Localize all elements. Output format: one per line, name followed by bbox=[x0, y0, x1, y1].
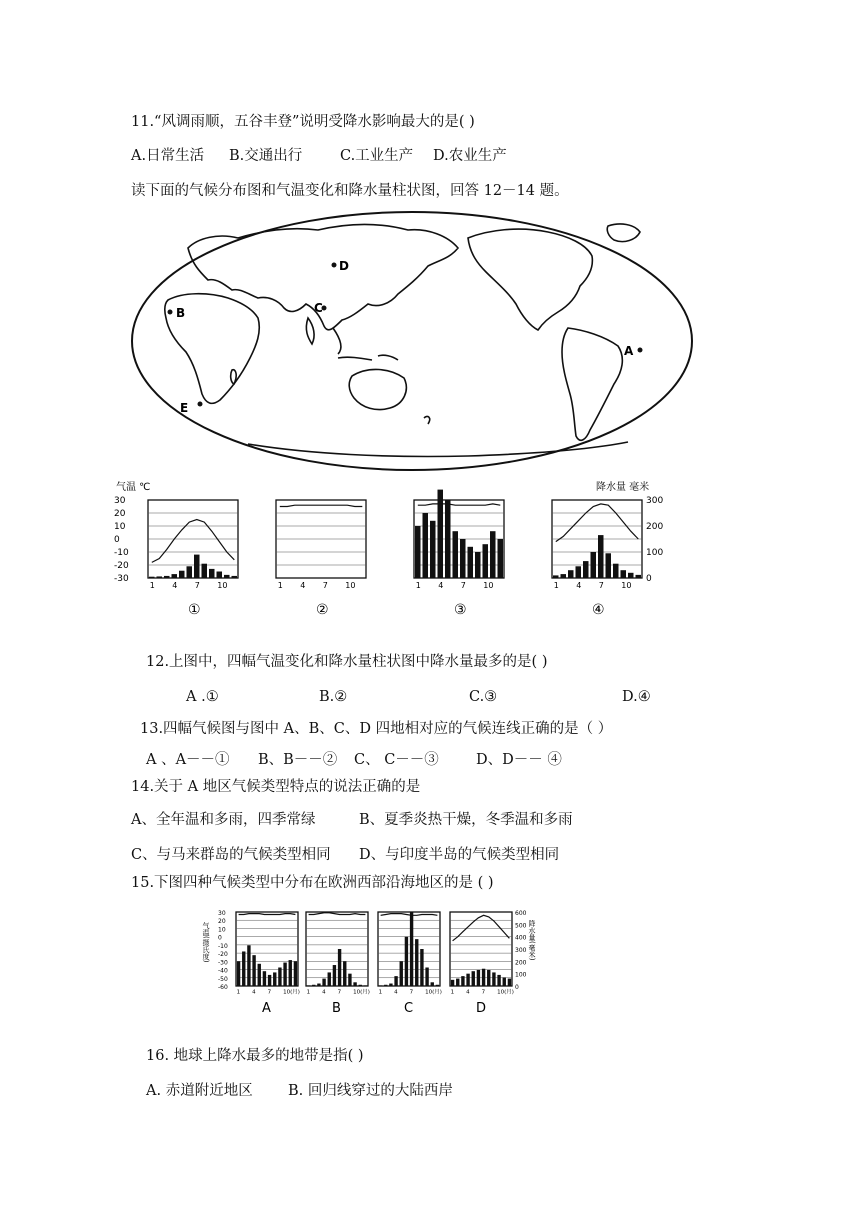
temp-tick: -50 bbox=[218, 975, 228, 983]
precip-bar bbox=[613, 564, 619, 578]
precip-bar bbox=[333, 965, 336, 986]
temp-tick: -30 bbox=[218, 959, 228, 967]
precip-bar bbox=[468, 547, 474, 578]
precip-bar bbox=[157, 576, 163, 578]
precip-bar bbox=[268, 975, 271, 986]
q15-stem: 15.下图四种气候类型中分布在欧洲西部沿海地区的是 ( ) bbox=[131, 875, 494, 891]
map-label-c: C bbox=[314, 301, 323, 315]
month-tick: 1 bbox=[415, 581, 421, 590]
precip-bar bbox=[237, 961, 240, 986]
panel-label: ③ bbox=[454, 602, 467, 618]
precip-bar bbox=[348, 974, 351, 986]
month-tick: 7 bbox=[460, 581, 466, 590]
q11-option-b: B.交通出行 bbox=[229, 148, 303, 164]
q12-option-a: A .① bbox=[186, 689, 219, 705]
month-tick: 1 bbox=[277, 581, 283, 590]
q12-option-d: D.④ bbox=[622, 689, 651, 705]
precip-bar bbox=[453, 531, 459, 578]
panel-label: B bbox=[332, 1001, 341, 1016]
panel-label: A bbox=[262, 1001, 271, 1016]
precip-bar bbox=[561, 574, 567, 578]
precip-bar bbox=[576, 566, 582, 578]
q14-option-a: A、全年温和多雨，四季常绿 bbox=[131, 812, 316, 828]
precip-bar bbox=[258, 964, 261, 986]
q11-option-d: D.农业生产 bbox=[433, 148, 507, 164]
precip-bar bbox=[497, 975, 500, 986]
map-label-e: E bbox=[180, 401, 189, 415]
q13-stem: 13.四幅气候图与图中 A、B、C、D 四地相对应的气候连线正确的是（ ） bbox=[140, 721, 613, 737]
precip-bar bbox=[400, 961, 403, 986]
precip-bar bbox=[487, 970, 490, 986]
precip-bar bbox=[394, 976, 397, 986]
precip-bar bbox=[466, 974, 469, 986]
precip-bar bbox=[503, 977, 506, 986]
q16-option-b: B. 回归线穿过的大陆西岸 bbox=[288, 1083, 453, 1099]
month-tick: 10 bbox=[217, 581, 228, 590]
climate-charts-1 bbox=[112, 478, 712, 618]
precip-tick: 400 bbox=[515, 934, 527, 942]
temp-axis-label: 气温 ℃ bbox=[116, 482, 151, 493]
month-tick: 10 bbox=[483, 581, 494, 590]
world-map bbox=[128, 208, 696, 474]
precip-bar bbox=[164, 576, 170, 578]
month-tick: 10(月) bbox=[425, 989, 442, 996]
month-tick: 4 bbox=[322, 989, 326, 996]
precip-bar bbox=[343, 961, 346, 986]
q13-option-a: A 、A－－① bbox=[146, 752, 230, 768]
temp-tick: -10 bbox=[114, 548, 129, 558]
precip-tick: 0 bbox=[646, 574, 652, 584]
precip-bar bbox=[490, 531, 496, 578]
precip-bar bbox=[423, 513, 429, 578]
map-label-a: A bbox=[624, 344, 634, 358]
temp-tick: 0 bbox=[114, 535, 120, 545]
month-tick: 4 bbox=[252, 989, 256, 996]
chart-panel-b1 bbox=[236, 912, 300, 1016]
precip-bar bbox=[553, 575, 559, 578]
precip-bar bbox=[621, 570, 627, 578]
month-tick: 1 bbox=[236, 989, 241, 996]
precip-bar bbox=[353, 982, 356, 986]
precip-bar bbox=[289, 960, 292, 986]
chart-panel-b2 bbox=[306, 912, 370, 1016]
precip-bar bbox=[273, 972, 276, 986]
month-tick: 7 bbox=[409, 989, 414, 996]
month-tick: 7 bbox=[598, 581, 604, 590]
precip-tick: 100 bbox=[515, 971, 527, 979]
precip-tick: 300 bbox=[515, 947, 527, 954]
precip-tick: 0 bbox=[515, 984, 519, 991]
q11-option-a: A.日常生活 bbox=[131, 148, 205, 164]
q13-option-d: D、D－－ ④ bbox=[476, 752, 562, 768]
temp-tick: -40 bbox=[218, 967, 228, 975]
precip-bar bbox=[482, 969, 485, 986]
q14-option-d: D、与印度半岛的气候类型相同 bbox=[359, 847, 560, 863]
precip-bar bbox=[278, 968, 281, 987]
chart-panel-2 bbox=[276, 500, 366, 618]
panel-label: ① bbox=[188, 602, 201, 618]
precip-bar bbox=[636, 575, 642, 578]
precip-bar bbox=[328, 972, 331, 986]
precip-bar bbox=[224, 575, 230, 578]
map-label-d: D bbox=[339, 259, 349, 273]
precip-bar bbox=[252, 955, 255, 986]
precip-bar bbox=[598, 535, 604, 578]
month-tick: 1 bbox=[450, 989, 455, 996]
precip-bar bbox=[430, 521, 436, 578]
precip-bar bbox=[172, 574, 178, 578]
temp-tick: -20 bbox=[218, 951, 228, 959]
q11-stem: 11.“风调雨顺，五谷丰登”说明受降水影响最大的是( ) bbox=[131, 114, 475, 130]
precip-bar bbox=[415, 526, 421, 578]
precip-bar bbox=[149, 577, 155, 578]
precip-bar bbox=[263, 971, 266, 986]
precip-bar bbox=[420, 949, 423, 986]
precip-bar bbox=[209, 569, 215, 578]
precip-bar bbox=[583, 561, 589, 578]
month-tick: 1 bbox=[378, 989, 383, 996]
precip-tick: 100 bbox=[646, 548, 664, 558]
precip-axis-label: 降水量 毫米 bbox=[596, 482, 650, 493]
chart-frame bbox=[306, 912, 368, 986]
q16-stem: 16. 地球上降水最多的地带是指( ) bbox=[146, 1048, 364, 1064]
precip-bar bbox=[415, 939, 418, 986]
month-tick: 7 bbox=[194, 581, 200, 590]
precip-tick: 200 bbox=[515, 959, 527, 967]
month-tick: 1 bbox=[149, 581, 155, 590]
precip-bar bbox=[232, 576, 238, 578]
temp-tick: 30 bbox=[218, 910, 226, 917]
chart-panel-3 bbox=[414, 490, 504, 618]
q12-option-b: B.② bbox=[319, 689, 348, 705]
month-tick: 4 bbox=[576, 581, 582, 590]
chart-panel-b3 bbox=[378, 912, 442, 1016]
month-tick: 10 bbox=[345, 581, 356, 590]
precip-bar bbox=[247, 945, 250, 986]
month-tick: 7 bbox=[481, 989, 486, 996]
precip-bar bbox=[477, 970, 480, 986]
precip-bar bbox=[410, 912, 413, 986]
precip-bar bbox=[492, 972, 495, 986]
q11-option-c: C.工业生产 bbox=[340, 148, 414, 164]
precip-bar bbox=[472, 971, 475, 986]
precip-bar bbox=[179, 571, 185, 578]
q14-option-c: C、与马来群岛的气候类型相同 bbox=[131, 847, 331, 863]
precip-bar bbox=[317, 984, 320, 986]
precip-bar bbox=[405, 937, 408, 986]
month-tick: 1 bbox=[306, 989, 311, 996]
q14-stem: 14.关于 A 地区气候类型特点的说法正确的是 bbox=[131, 779, 421, 795]
precip-tick: 300 bbox=[646, 496, 664, 506]
month-tick: 10(月) bbox=[283, 989, 300, 996]
precip-bar bbox=[359, 985, 362, 986]
month-tick: 10 bbox=[621, 581, 632, 590]
temp-tick: 10 bbox=[114, 522, 126, 532]
precip-bar bbox=[322, 979, 325, 986]
panel-label: ④ bbox=[592, 602, 605, 618]
precip-bar bbox=[384, 985, 387, 986]
precip-bar bbox=[294, 961, 297, 986]
month-tick: 4 bbox=[172, 581, 178, 590]
precip-bar bbox=[187, 566, 193, 578]
precip-bar bbox=[242, 951, 245, 986]
precip-tick: 200 bbox=[646, 522, 664, 532]
month-tick: 7 bbox=[337, 989, 342, 996]
q12-stem: 12.上图中，四幅气温变化和降水量柱状图中降水量最多的是( ) bbox=[146, 654, 548, 670]
precip-bar bbox=[498, 539, 504, 578]
precip-bar bbox=[217, 572, 223, 579]
temp-tick: 20 bbox=[114, 509, 126, 519]
month-tick: 4 bbox=[466, 989, 470, 996]
precip-bar bbox=[568, 570, 574, 578]
precip-bar bbox=[445, 500, 451, 578]
precip-bar bbox=[307, 985, 310, 986]
month-tick: 10(月) bbox=[497, 989, 514, 996]
chart-panel-b4 bbox=[450, 912, 514, 1016]
q13-option-c: C、 C－－③ bbox=[354, 752, 439, 768]
precip-tick: 600 bbox=[515, 910, 527, 917]
precip-bar bbox=[483, 544, 489, 578]
q16-option-a: A. 赤道附近地区 bbox=[146, 1083, 253, 1099]
temp-tick: 30 bbox=[114, 496, 126, 506]
precip-bar bbox=[438, 490, 444, 578]
panel-label: ② bbox=[316, 602, 329, 618]
map-label-b: B bbox=[176, 306, 186, 320]
chart-panel-1 bbox=[148, 500, 238, 618]
precip-bar bbox=[460, 539, 466, 578]
chart-frame bbox=[450, 912, 512, 986]
temp-tick: -20 bbox=[114, 561, 129, 571]
panel-label: C bbox=[404, 1001, 414, 1016]
precip-bar bbox=[364, 985, 367, 986]
precip-bar bbox=[606, 553, 612, 578]
precip-bar bbox=[456, 979, 459, 986]
precip-bar bbox=[591, 552, 597, 578]
precip-bar bbox=[312, 985, 315, 986]
precip-tick: 500 bbox=[515, 922, 527, 930]
precip-bar bbox=[338, 949, 341, 986]
q14-option-b: B、夏季炎热干燥，冬季温和多雨 bbox=[359, 812, 573, 828]
intro-text: 读下面的气候分布图和气温变化和降水量柱状图，回答 12－14 题。 bbox=[131, 183, 569, 199]
precip-bar bbox=[475, 552, 481, 578]
precip-bar bbox=[451, 980, 454, 986]
month-tick: 4 bbox=[394, 989, 398, 996]
month-tick: 4 bbox=[438, 581, 444, 590]
q13-option-b: B、B－－② bbox=[258, 752, 338, 768]
month-tick: 7 bbox=[322, 581, 328, 590]
precip-bar bbox=[425, 968, 428, 987]
temp-tick: 0 bbox=[218, 934, 222, 942]
chart-panel-4 bbox=[552, 500, 642, 618]
precip-bar bbox=[283, 963, 286, 986]
q12-option-c: C.③ bbox=[469, 689, 498, 705]
precip-bar bbox=[194, 555, 200, 578]
precip-bar bbox=[628, 573, 634, 578]
month-tick: 10(月) bbox=[353, 989, 370, 996]
precip-bar bbox=[508, 979, 511, 986]
temp-tick: -30 bbox=[114, 574, 129, 584]
temp-tick: -10 bbox=[218, 942, 228, 950]
precip-bar bbox=[389, 984, 392, 986]
month-tick: 4 bbox=[300, 581, 306, 590]
month-tick: 1 bbox=[553, 581, 559, 590]
temp-axis-label: 气温(摄氏度) bbox=[202, 922, 210, 963]
precip-bar bbox=[431, 982, 434, 986]
temp-tick: 10 bbox=[218, 926, 226, 934]
climate-charts-2 bbox=[196, 904, 556, 1026]
panel-label: D bbox=[476, 1001, 487, 1016]
precip-bar bbox=[202, 564, 208, 578]
month-tick: 7 bbox=[267, 989, 272, 996]
precip-bar bbox=[461, 976, 464, 986]
precip-axis-label: 降水量(毫米) bbox=[528, 920, 536, 961]
precip-bar bbox=[379, 985, 382, 986]
chart-frame bbox=[378, 912, 440, 986]
temp-tick: 20 bbox=[218, 918, 226, 926]
precip-bar bbox=[436, 985, 439, 986]
temp-tick: -60 bbox=[218, 984, 228, 991]
